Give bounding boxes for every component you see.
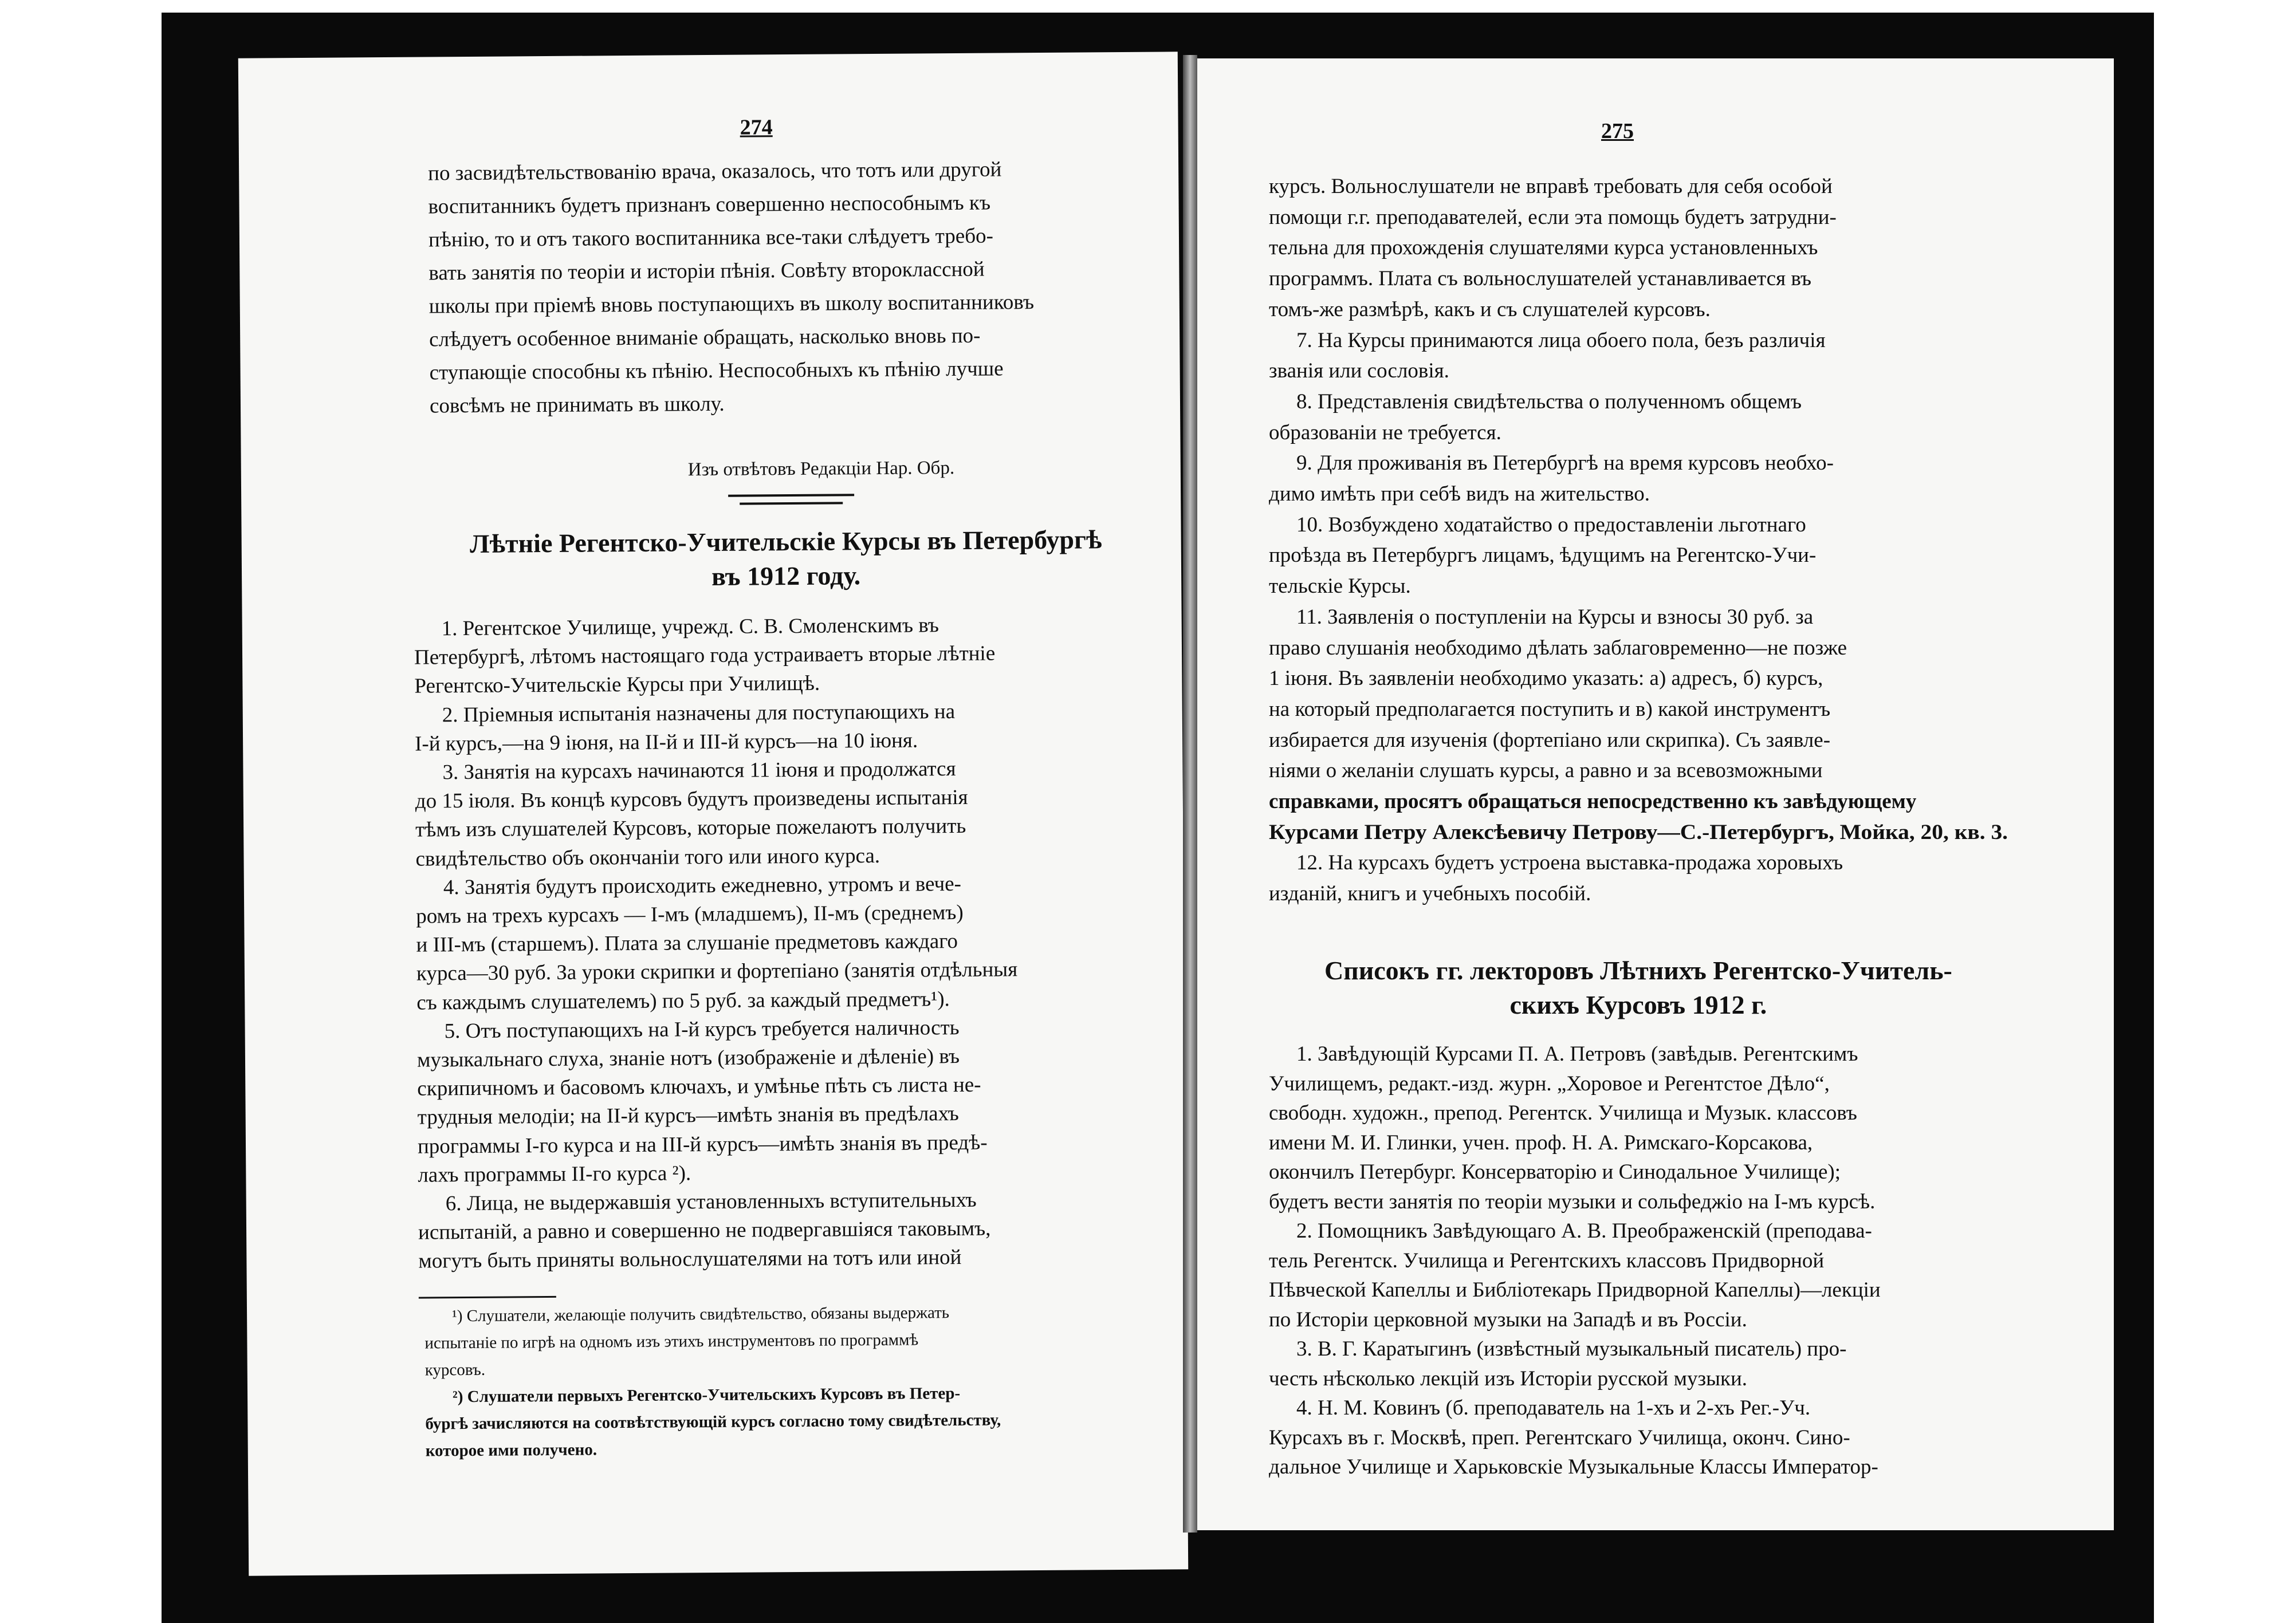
- left-footnote-line: ²) Слушатели первыхъ Регентско-Учительскихъ Курсовъ въ Петер-: [452, 1384, 961, 1407]
- left-text-line: совсѣмъ не принимать въ школу.: [429, 392, 725, 418]
- left-body-line: музыкальнаго слуха, знаніе нотъ (изображеніе и дѣленіе) въ: [416, 1045, 960, 1072]
- right-body-line: дальное Училище и Харьковскіе Музыкальные Классы Император-: [1269, 1455, 1878, 1479]
- left-body-line: съ каждымъ слушателемъ) по 5 руб. за каждый предметъ¹).: [416, 987, 950, 1015]
- left-body-line: 4. Занятія будутъ происходить ежедневно, утромъ и вече-: [443, 872, 962, 900]
- left-body-line: лахъ программы II-го курса ²).: [418, 1161, 691, 1187]
- left-separator-1: [728, 494, 854, 497]
- right-body-line: 1. Завѣдующій Курсами П. А. Петровъ (завѣдыв. Регентскимъ: [1296, 1042, 1858, 1066]
- left-source-note: Изъ отвѣтовъ Редакціи Нар. Обр.: [687, 458, 955, 480]
- right-body-line: окончилъ Петербург. Консерваторію и Синодальное Училище);: [1269, 1160, 1841, 1184]
- right-body-line: Училищемъ, редакт.-изд. журн. „Хоровое и Регентстое Дѣло“,: [1269, 1072, 1830, 1096]
- footnote-rule: [419, 1296, 556, 1299]
- right-body-line: Пѣвческой Капеллы и Библіотекарь Придворной Капеллы)—лекціи: [1269, 1278, 1881, 1302]
- left-separator-2: [740, 502, 843, 505]
- right-top-text: [1269, 176, 2008, 943]
- left-body-line: 6. Лица, не выдержавшія установленныхъ вступительныхъ: [445, 1188, 977, 1216]
- right-text-line: 11. Заявленія о поступленіи на Курсы и взносы 30 руб. за: [1296, 605, 1814, 629]
- left-text-line: слѣдуетъ особенное вниманіе обращать, насколько вновь по-: [429, 324, 981, 352]
- right-body-line: будетъ вести занятія по теоріи музыки и сольфеджіо на I-мъ курсѣ.: [1269, 1189, 1876, 1214]
- left-body-line: могутъ быть приняты вольнослушателями на тотъ или иной: [418, 1246, 962, 1274]
- left-heading: [414, 526, 1159, 612]
- right-page: [1197, 58, 2114, 1530]
- left-text-line: пѣнію, то и отъ такого воспитанника все-таки слѣдуетъ требо-: [428, 224, 994, 252]
- right-text-line: право слушанія необходимо дѣлать заблаговременно—не позже: [1269, 636, 1847, 660]
- right-body-line: 3. В. Г. Каратыгинъ (извѣстный музыкальный писатель) про-: [1296, 1337, 1847, 1361]
- left-body-line: скрипичномъ и басовомъ ключахъ, и умѣнье пѣть съ листа не-: [417, 1073, 981, 1101]
- right-text-line: димо имѣть при себѣ видъ на жительство.: [1269, 482, 1650, 506]
- left-body-line: курса—30 руб. За уроки скрипки и фортепіано (занятія отдѣльныя: [416, 958, 1018, 986]
- right-body-line: имени М. И. Глинки, учен. проф. Н. А. Римскаго-Корсакова,: [1269, 1130, 1813, 1155]
- right-body-line: по Исторіи церковной музыки на Западѣ и въ Россіи.: [1269, 1307, 1747, 1332]
- right-text-line: программъ. Плата съ вольнослушателей устанавливается въ: [1269, 267, 1812, 291]
- right-text-line: курсъ. Вольнослушатели не вправѣ требовать для себя особой: [1269, 175, 1833, 198]
- right-body-line: 2. Помощникъ Завѣдующаго А. В. Преображенскій (преподава-: [1296, 1219, 1872, 1243]
- left-top-paragraph: [428, 158, 1151, 438]
- left-body-line: и III-мъ (старшемъ). Плата за слушаніе предметовъ каждаго: [416, 929, 958, 957]
- right-text-line: помощи г.г. преподавателей, если эта помощь будетъ затрудни-: [1269, 205, 1837, 229]
- right-text-line: 1 іюня. Въ заявленіи необходимо указать: а) адресъ, б) курсъ,: [1269, 667, 1823, 691]
- right-text-line: на который предполагается поступить и в) какой инструментъ: [1269, 697, 1831, 721]
- right-text-line: 12. На курсахъ будетъ устроена выставка-продажа хоровыхъ: [1296, 851, 1843, 875]
- right-body-line: Курсахъ въ г. Москвѣ, преп. Регентскаго Училища, оконч. Сино-: [1269, 1425, 1850, 1449]
- left-body-line: 2. Пріемныя испытанія назначены для поступающихъ на: [442, 699, 956, 727]
- book-gutter: [1183, 55, 1197, 1533]
- left-body: [414, 613, 1163, 1283]
- left-text-line: вать занятія по теоріи и исторіи пѣнія. Совѣту второклассной: [428, 257, 985, 285]
- right-text-line: справками, просятъ обращаться непосредственно къ завѣдующему: [1269, 790, 1917, 813]
- left-footnote-line: бургѣ зачисляются на соотвѣтствующій курсъ согласно тому свидѣтельству,: [425, 1411, 1001, 1433]
- left-body-line: 5. Отъ поступающихъ на I-й курсъ требуется наличность: [444, 1015, 960, 1043]
- right-text-line: тельскіе Курсы.: [1269, 574, 1411, 598]
- right-text-line: избирается для изученія (фортепіано или скрипка). Съ заявле-: [1269, 728, 1831, 752]
- right-text-line: 10. Возбуждено ходатайство о предоставленіи льготнаго: [1296, 513, 1806, 537]
- left-footnote-line: ¹) Слушатели, желающіе получить свидѣтельство, обязаны выдержать: [452, 1303, 950, 1326]
- left-body-line: до 15 іюля. Въ концѣ курсовъ будутъ произведены испытанія: [415, 786, 968, 813]
- left-body-line: Петербургѣ, лѣтомъ настоящаго года устраиваетъ вторые лѣтніе: [414, 641, 996, 669]
- left-body-line: свидѣтельство объ окончаніи того или иного курса.: [415, 844, 880, 871]
- left-text-line: по засвидѣтельствованію врача, оказалось, что тотъ или другой: [428, 157, 1002, 186]
- right-heading-line: Списокъ гг. лекторовъ Лѣтнихъ Регентско-Учитель-: [1324, 956, 1952, 985]
- left-footnote-line: курсовъ.: [424, 1360, 486, 1380]
- left-body-line: трудныя мелодіи; на II-й курсъ—имѣть знанія въ предѣлахъ: [417, 1102, 960, 1130]
- left-heading-line: Лѣтніе Регентско-Учительскіе Курсы въ Петербургѣ: [470, 525, 1102, 558]
- right-text-line: 9. Для проживанія въ Петербургѣ на время курсовъ необхо-: [1296, 451, 1834, 475]
- left-footnote-line: испытаніе по игрѣ на одномъ изъ этихъ инструментовъ по программѣ: [424, 1330, 919, 1353]
- left-body-line: тѣмъ изъ слушателей Курсовъ, которые пожелаютъ получить: [415, 814, 966, 842]
- right-text-line: ніями о желаніи слушать курсы, а равно и за всевозможными: [1269, 759, 1823, 783]
- right-body-line: честь нѣсколько лекцій изъ Исторіи русской музыки.: [1269, 1366, 1748, 1390]
- right-body-line: 4. Н. М. Ковинъ (б. преподаватель на 1-хъ и 2-хъ Рег.-Уч.: [1296, 1396, 1811, 1420]
- left-body-line: ромъ на трехъ курсахъ — I-мъ (младшемъ), II-мъ (среднемъ): [416, 900, 964, 928]
- right-heading: [1263, 958, 2014, 1038]
- right-text-line: Курсами Петру Алексѣевичу Петрову—С.-Петербургъ, Мойка, 20, кв. 3.: [1269, 820, 2008, 844]
- page-number-left: 274: [740, 115, 773, 140]
- right-body-line: свободн. художн., препод. Регентск. Училища и Музык. классовъ: [1269, 1101, 1857, 1125]
- left-body-line: Регентско-Учительскіе Курсы при Училищѣ.: [414, 672, 820, 699]
- right-text-line: проѣзда въ Петербургъ лицамъ, ѣдущимъ на Регентско-Учи-: [1269, 543, 1817, 568]
- right-body-line: тель Регентск. Училища и Регентскихъ классовъ Придворной: [1269, 1248, 1825, 1273]
- right-text-line: томъ-же размѣрѣ, какъ и съ слушателей курсовъ.: [1269, 297, 1711, 321]
- right-text-line: 7. На Курсы принимаются лица обоего пола, безъ различія: [1296, 328, 1826, 352]
- right-text-line: званія или сословія.: [1269, 359, 1449, 383]
- left-footnote-line: которое ими получено.: [425, 1440, 597, 1460]
- right-text-line: изданій, книгъ и учебныхъ пособій.: [1269, 882, 1591, 906]
- left-text-line: воспитанникъ будетъ признанъ совершенно неспособнымъ къ: [428, 191, 991, 219]
- left-body-line: программы I-го курса и на III-й курсъ—имѣть знанія въ предѣ-: [417, 1130, 988, 1159]
- left-text-line: школы при пріемѣ вновь поступающихъ въ школу воспитанниковъ: [428, 290, 1035, 318]
- right-text-line: 8. Представленія свидѣтельства о полученномъ общемъ: [1296, 389, 1802, 413]
- left-footnotes: [424, 1303, 1165, 1475]
- left-body-line: I-й курсъ,—на 9 іюня, на II-й и III-й курсъ—на 10 іюня.: [414, 728, 918, 756]
- left-body-line: испытаній, а равно и совершенно не подвергавшіяся таковымъ,: [418, 1216, 991, 1244]
- right-heading-line: скихъ Курсовъ 1912 г.: [1509, 990, 1767, 1019]
- left-heading-line: въ 1912 году.: [711, 561, 861, 592]
- left-body-line: 1. Регентское Училище, учрежд. С. В. Смоленскимъ въ: [441, 613, 939, 641]
- right-body: [1269, 1043, 2008, 1502]
- right-text-line: тельна для прохожденія слушателями курса установленныхъ: [1269, 236, 1818, 260]
- right-text-line: образованіи не требуется.: [1269, 420, 1501, 444]
- left-page: [238, 52, 1188, 1575]
- left-text-line: ступающіе способны къ пѣнію. Неспособныхъ къ пѣнію лучше: [429, 357, 1004, 385]
- page-number-right: 275: [1601, 119, 1634, 143]
- left-body-line: 3. Занятія на курсахъ начинаются 11 іюня и продолжатся: [442, 757, 956, 785]
